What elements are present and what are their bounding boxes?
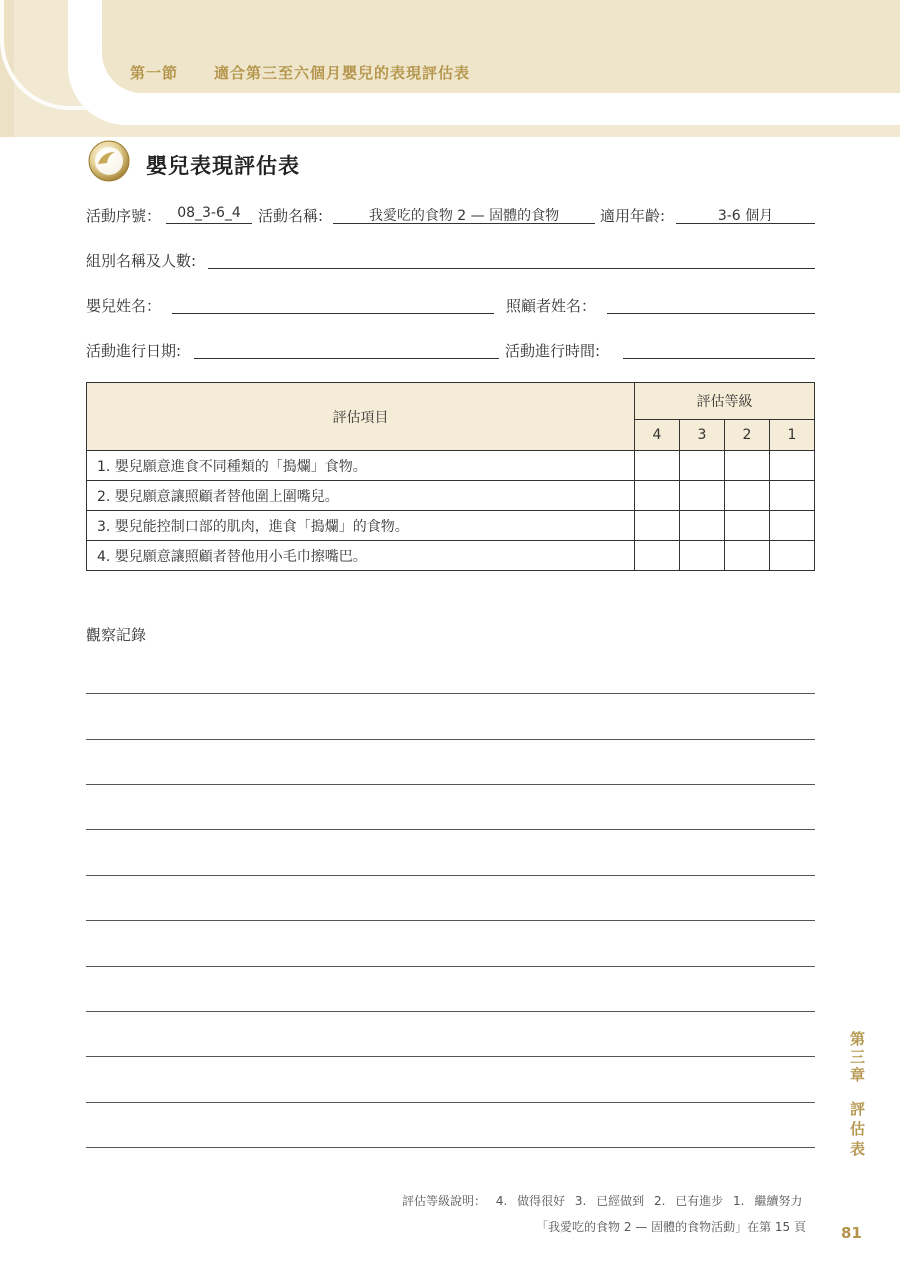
section-title: 適合第三至六個月嬰兒的表現評估表 bbox=[214, 64, 471, 82]
observation-line[interactable] bbox=[86, 1056, 815, 1057]
grade-cell[interactable] bbox=[635, 451, 680, 481]
grade-cell[interactable] bbox=[770, 451, 815, 481]
activity-reference: 「我愛吃的食物 2 — 固體的食物活動」在第 15 頁 bbox=[536, 1220, 806, 1234]
item-text: 4. 嬰兒願意讓照顧者替他用小毛巾擦嘴巴。 bbox=[87, 541, 635, 571]
grade-cell[interactable] bbox=[725, 481, 770, 511]
grade-cell[interactable] bbox=[635, 481, 680, 511]
grade-cell[interactable] bbox=[770, 481, 815, 511]
evaluation-table bbox=[86, 382, 815, 571]
observation-label: 觀察記錄 bbox=[86, 626, 147, 644]
observation-line[interactable] bbox=[86, 1011, 815, 1012]
observation-line[interactable] bbox=[86, 693, 815, 694]
grade-header: 評估等級 bbox=[635, 383, 815, 420]
activity-name-value: 我愛吃的食物 2 — 固體的食物 bbox=[368, 208, 560, 224]
grade-cell[interactable] bbox=[725, 451, 770, 481]
observation-line[interactable] bbox=[86, 875, 815, 876]
grade-cell[interactable] bbox=[635, 541, 680, 571]
baby-name-label: 嬰兒姓名： bbox=[86, 297, 162, 315]
level-header: 4 bbox=[635, 420, 680, 451]
grade-legend: 評估等級說明： 4. 做得很好 3. 已經做到 2. 已有進步 1. 繼續努力 bbox=[402, 1194, 803, 1208]
activity-name-underline bbox=[333, 223, 595, 224]
activity-no-value: 08_3-6_4 bbox=[177, 205, 241, 221]
carer-name-label: 照顧者姓名： bbox=[506, 297, 597, 315]
grade-cell[interactable] bbox=[770, 541, 815, 571]
table-row bbox=[87, 481, 815, 511]
activity-no-underline bbox=[166, 223, 252, 224]
grade-cell[interactable] bbox=[725, 541, 770, 571]
item-text: 3. 嬰兒能控制口部的肌肉，進食「搗爛」的食物。 bbox=[87, 511, 635, 541]
item-header: 評估項目 bbox=[87, 383, 635, 451]
grade-cell[interactable] bbox=[770, 511, 815, 541]
level-header: 2 bbox=[725, 420, 770, 451]
grade-cell[interactable] bbox=[680, 451, 725, 481]
item-text: 2. 嬰兒願意讓照顧者替他圍上圍嘴兒。 bbox=[87, 481, 635, 511]
side-name-char: 估 bbox=[850, 1120, 866, 1138]
group-field[interactable] bbox=[208, 268, 815, 269]
date-field[interactable] bbox=[194, 358, 499, 359]
page-title: 嬰兒表現評估表 bbox=[146, 154, 300, 178]
baby-name-field[interactable] bbox=[172, 313, 494, 314]
date-label: 活動進行日期: bbox=[86, 342, 182, 360]
observation-line[interactable] bbox=[86, 739, 815, 740]
grade-cell[interactable] bbox=[725, 511, 770, 541]
level-header: 3 bbox=[680, 420, 725, 451]
title-bullet-icon bbox=[88, 140, 130, 182]
side-chapter-char: 三 bbox=[850, 1048, 866, 1066]
side-name-char: 表 bbox=[850, 1140, 866, 1158]
group-label: 組別名稱及人數: bbox=[86, 252, 197, 270]
observation-line[interactable] bbox=[86, 784, 815, 785]
grade-cell[interactable] bbox=[680, 541, 725, 571]
grade-cell[interactable] bbox=[680, 511, 725, 541]
item-text: 1. 嬰兒願意進食不同種類的「搗爛」食物。 bbox=[87, 451, 635, 481]
observation-line[interactable] bbox=[86, 920, 815, 921]
header-band bbox=[0, 0, 900, 137]
level-header: 1 bbox=[770, 420, 815, 451]
activity-no-label: 活動序號： bbox=[86, 207, 162, 225]
time-label: 活動進行時間: bbox=[505, 342, 601, 360]
side-name-char: 評 bbox=[850, 1100, 866, 1118]
activity-name-label: 活動名稱: bbox=[258, 207, 324, 225]
section-label: 第一節 bbox=[130, 64, 179, 82]
age-value: 3-6 個月 bbox=[717, 208, 774, 224]
grade-cell[interactable] bbox=[680, 481, 725, 511]
age-underline bbox=[676, 223, 815, 224]
side-chapter-char: 第 bbox=[850, 1030, 866, 1048]
carer-name-field[interactable] bbox=[607, 313, 815, 314]
grade-cell[interactable] bbox=[635, 511, 680, 541]
observation-line[interactable] bbox=[86, 1147, 815, 1148]
age-label: 適用年齡: bbox=[600, 207, 666, 225]
table-row bbox=[87, 541, 815, 571]
observation-line[interactable] bbox=[86, 1102, 815, 1103]
page-number: 81 bbox=[841, 1224, 862, 1242]
header-arc bbox=[0, 0, 110, 110]
table-row bbox=[87, 511, 815, 541]
observation-line[interactable] bbox=[86, 966, 815, 967]
table-row bbox=[87, 451, 815, 481]
observation-line[interactable] bbox=[86, 829, 815, 830]
time-field[interactable] bbox=[623, 358, 815, 359]
side-chapter-char: 章 bbox=[850, 1066, 866, 1084]
